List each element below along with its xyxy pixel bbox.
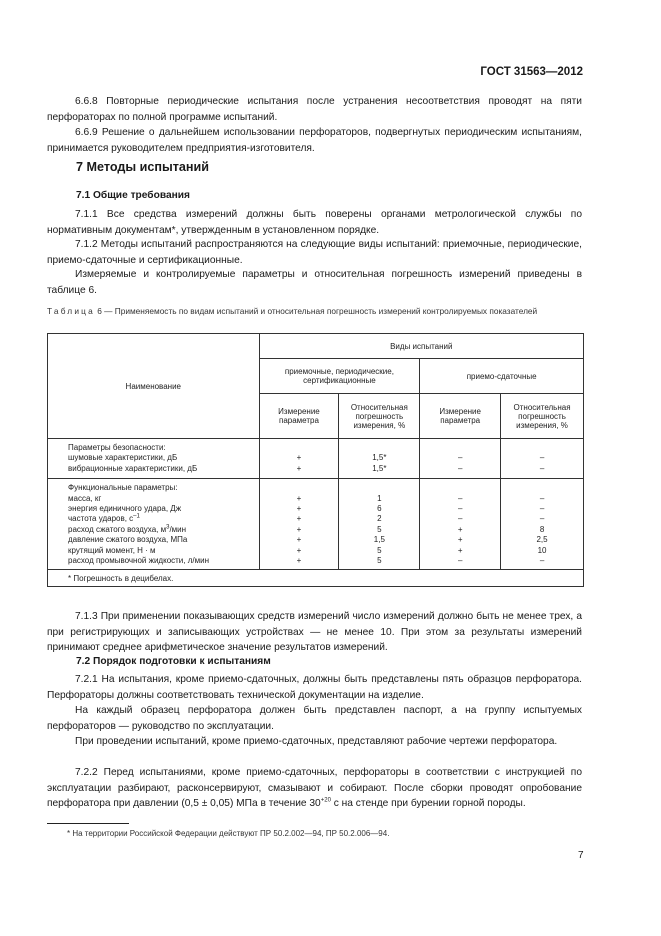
row-name-text: расход сжатого воздуха, м [68,524,167,534]
cell: + [296,545,302,555]
paragraph-7-1-2-cont: Измеряемые и контролируемые параметры и относительная погрешность измерений приведены в таблице 6. [47,269,582,296]
block-safety-title: Параметры безопасности: [68,443,166,452]
row-name: вибрационные характеристики, дБ [68,463,198,473]
header-error-1: Относительная погрешность измерения, % [339,394,420,439]
row-name-tail: /мин [169,524,187,534]
block-functional-measure-1 [259,479,339,570]
row-name: давление сжатого воздуха, МПа [68,535,188,545]
cell: – [539,555,545,565]
cell: 8 [539,524,545,534]
paragraph-7-2-2-tail: с на стенде при бурении горной породы. [330,798,526,809]
cell: 2,5 [536,535,548,545]
row-name [68,514,259,524]
paragraph-7-2-1: 7.2.1 На испытания, кроме приемо-сдаточных, должны быть представлены пять образцов перфоратора. Перфораторы должны соответствовать технической документации на изделие. [47,674,582,701]
cell: + [296,555,302,565]
block-functional-names [48,479,260,570]
cell: 5 [377,555,382,565]
footnote: * На территории Российской Федерации действуют ПР 50.2.002—94, ПР 50.2.006—94. [67,829,390,838]
cell: – [457,453,463,463]
header-name: Наименование [48,334,260,439]
cell: + [296,453,302,463]
row-name-text: частота ударов, с [68,514,134,524]
block-functional-error-2 [501,479,584,570]
paragraph-6-6-8: 6.6.8 Повторные периодические испытания после устранения несоответствия проводят на пяти перфораторах по полной программе испытаний. [47,96,582,123]
row-name: крутящий момент, Н · м [68,545,156,555]
row-name: шумовые характеристики, дБ [68,453,178,463]
block-safety-names [48,439,260,479]
cell: 6 [377,503,382,513]
cell: 5 [377,545,382,555]
header-error-2: Относительная погрешность измерения, % [501,394,584,439]
paragraph-7-2-2-text: 7.2.2 Перед испытаниями, кроме приемо-сдаточных, перфораторы в соответствии с инструкцией по эксплуатации разбирают, расконсервируют, смазывают и собирают. После сборки проводят опробование перфоратора при давлении (0,5 ± 0,05) МПа в течение 30 [47,767,582,809]
paragraph-7-2-2 [47,765,582,812]
cell: + [296,524,302,534]
page-number: 7 [578,850,584,861]
cell: – [457,503,463,513]
paragraph-7-2-1-c: При проведении испытаний, кроме приемо-сдаточных, представляют рабочие чертежи перфоратора. [75,736,558,747]
cell: – [457,555,463,565]
cell: 1,5* [372,453,387,463]
cell: + [296,514,302,524]
header-group-2: приемо-сдаточные [420,359,584,394]
paragraph-7-1-3: 7.1.3 При применении показывающих средств измерений число измерений должно быть не менее трех, а при регистрирующих и записывающих устройствах — не менее 10. При этом за результаты измерений принимают среднее арифметическое значение результатов измерений. [47,611,582,653]
section-7-1-heading: 7.1 Общие требования [76,190,190,201]
cell: – [457,463,463,473]
row-name: расход промывочной жидкости, л/мин [68,555,209,565]
time-tolerance-sup: +20 [320,797,331,804]
cell: + [296,535,302,545]
row-name: масса, кг [68,493,102,503]
cell: 1 [377,493,382,503]
block-functional-error-1 [339,479,420,570]
footnote-divider [47,823,129,824]
paragraph-7-1-1: 7.1.1 Все средства измерений должны быть поверены органами метрологической службы по нормативным документам*, утвержденным в установленном порядке. [47,209,582,236]
row-name: энергия единичного удара, Дж [68,503,182,513]
cell: – [539,503,545,513]
row-name [68,525,259,535]
cell: + [296,503,302,513]
table-caption-text: 6 — Применяемость по видам испытаний и относительная погрешность измерений контролируемых показателей [94,306,538,316]
cell: + [457,524,463,534]
cell: + [296,463,302,473]
cell: 10 [537,545,547,555]
header-test-types: Виды испытаний [259,334,583,359]
header-measure-1: Измерение параметра [259,394,339,439]
table-caption-prefix: Таблица [47,306,95,316]
row-name-sup: 3 [166,524,170,531]
section-7-2-heading: 7.2 Порядок подготовки к испытаниям [76,656,271,667]
header-measure-2: Измерение параметра [420,394,501,439]
cell: 5 [377,524,382,534]
document-header: ГОСТ 31563—2012 [480,66,583,78]
header-group-1: приемочные, периодические, сертификационные [259,359,420,394]
cell: – [457,493,463,503]
table-6 [47,333,584,587]
cell: 1,5 [373,535,385,545]
block-safety-error-1 [339,439,420,479]
cell: – [539,493,545,503]
cell: 2 [377,514,382,524]
block-safety-error-2 [501,439,584,479]
table-note: * Погрешность в децибелах. [48,570,584,587]
cell: – [539,453,545,463]
section-7-heading: 7 Методы испытаний [76,160,209,174]
row-name-sup: –1 [133,513,140,520]
cell: + [457,535,463,545]
block-safety-measure-2 [420,439,501,479]
cell: – [539,514,545,524]
cell: – [457,514,463,524]
cell: + [457,545,463,555]
cell: + [296,493,302,503]
block-functional-measure-2 [420,479,501,570]
table-caption [47,305,584,317]
paragraph-6-6-9: 6.6.9 Решение о дальнейшем использовании перфораторов, подвергнутых периодическим испытаниям, принимается руководителем предприятия-изготовителя. [47,127,582,154]
block-functional-title: Функциональные параметры: [68,483,178,493]
cell: – [539,463,545,473]
paragraph-7-1-2: 7.1.2 Методы испытаний распространяются на следующие виды испытаний: приемочные, периодические, приемо-сдаточные и сертификационные. [47,239,582,266]
cell: 1,5* [372,463,387,473]
paragraph-7-2-1-b: На каждый образец перфоратора должен быть представлен паспорт, а на группу испытуемых перфораторов — руководство по эксплуатации. [47,705,582,732]
block-safety-measure-1 [259,439,339,479]
